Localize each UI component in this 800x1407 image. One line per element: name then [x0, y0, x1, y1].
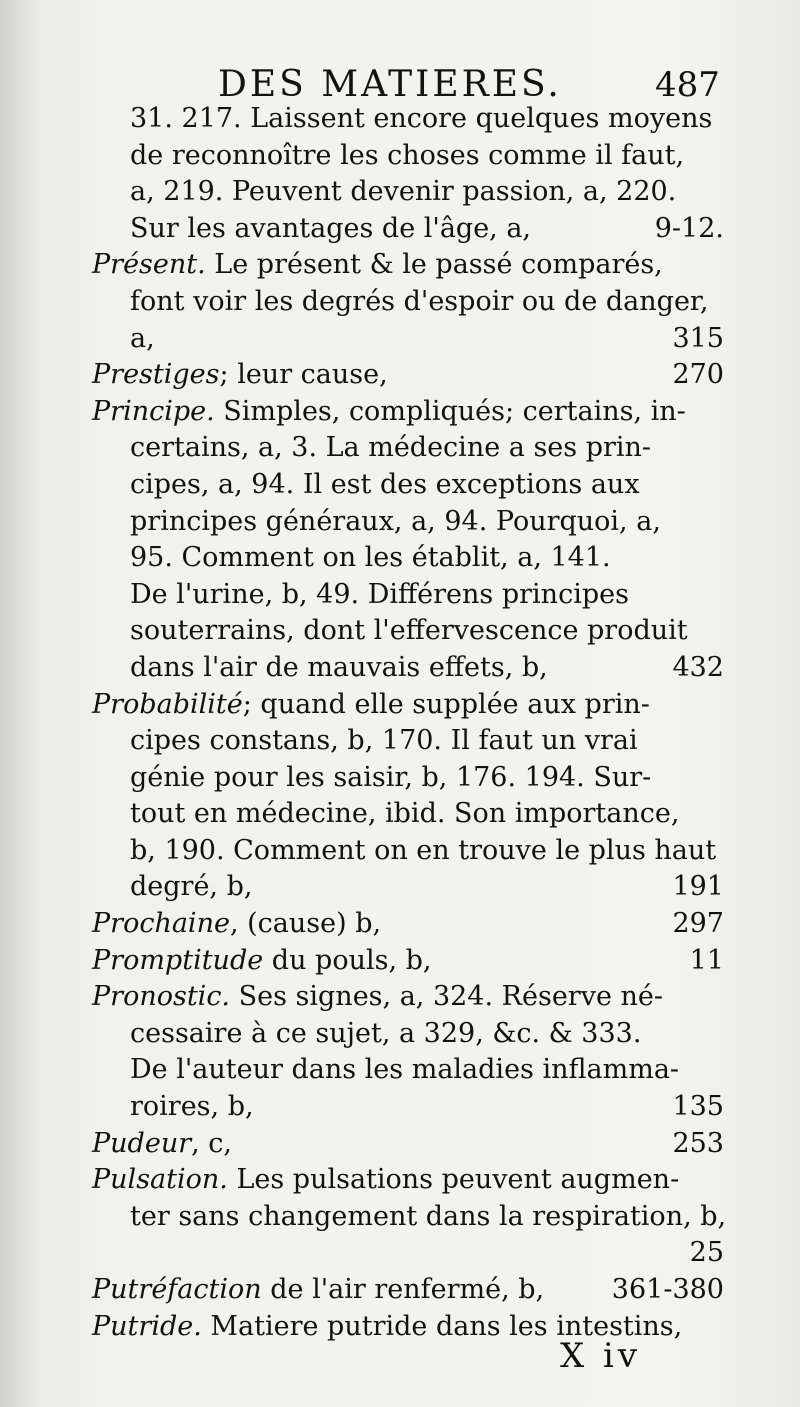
signature-mark: X iv [560, 1336, 642, 1376]
index-entry-text: degré, b, [130, 871, 253, 903]
index-entry-text: principes généraux, a, 94. Pourquoi, a, [130, 505, 661, 537]
index-entry-text: Sur les avantages de l'âge, a, [130, 212, 532, 244]
index-entry-text: b, 190. Comment on en trouve le plus haut [130, 834, 717, 866]
index-line [92, 1162, 724, 1199]
index-entry-text: a, 219. Peuvent devenir passion, a, 220. [130, 176, 677, 208]
index-entry-text: , c, [191, 1127, 232, 1159]
index-page-reference: 432 [672, 651, 724, 683]
index-line-text [92, 943, 432, 980]
index-line [92, 1052, 724, 1089]
index-line-text [130, 796, 679, 833]
index-line [92, 869, 724, 906]
index-line-text [92, 357, 388, 394]
index-entry-text: De l'urine, b, 49. Différens principes [130, 578, 629, 610]
index-line-text [130, 430, 651, 467]
index-line [92, 723, 724, 760]
index-line-text [130, 1199, 726, 1236]
index-line [92, 577, 724, 614]
index-line-text [130, 1052, 679, 1089]
index-headword: Promptitude [92, 944, 264, 976]
index-line-text [130, 504, 661, 541]
index-entry-text: du pouls, b, [263, 944, 432, 976]
index-line-text [130, 833, 716, 870]
index-line-text [130, 101, 712, 138]
index-entry-text: Le présent & le passé comparés, [205, 249, 663, 281]
running-title: DES MATIERES. [218, 64, 562, 105]
index-page-reference: 11 [689, 944, 724, 976]
index-line [92, 943, 724, 980]
index-entry-text: souterrains, dont l'effervescence produit [130, 615, 688, 647]
index-page-reference: 297 [672, 908, 724, 940]
index-line [92, 467, 724, 504]
index-line-text [92, 394, 686, 431]
index-line [92, 1016, 724, 1053]
index-line [92, 1235, 724, 1272]
index-page-reference: 191 [672, 871, 724, 903]
index-line-text [92, 906, 381, 943]
index-entry-text: certains, a, 3. La médecine a ses prin- [130, 432, 652, 464]
index-line-text [130, 540, 611, 577]
index-headword: Pronostic. [92, 981, 231, 1013]
index-headword: Putride. [92, 1310, 202, 1342]
index-entry-text: ; leur cause, [219, 359, 388, 391]
index-line-text [130, 467, 640, 504]
index-line-text [92, 247, 663, 284]
index-line [92, 357, 724, 394]
index-line-text [130, 577, 629, 614]
index-page-reference: 135 [672, 1091, 724, 1123]
index-page-reference: 270 [672, 359, 724, 391]
index-headword: Présent. [92, 249, 206, 281]
index-line [92, 504, 724, 541]
index-line [92, 1272, 724, 1309]
index-line [92, 1199, 727, 1236]
index-entry-text: cipes, a, 94. Il est des exceptions aux [130, 468, 640, 500]
index-line-text [92, 1162, 679, 1199]
index-entry-text: Matiere putride dans les intestins, [201, 1310, 683, 1342]
index-line [92, 540, 724, 577]
index-line-text [130, 1089, 254, 1126]
index-headword: Pudeur [92, 1127, 192, 1159]
index-line-text [130, 650, 548, 687]
index-entry-text: 31. 217. Laissent encore quelques moyens [130, 103, 713, 134]
index-entry-text: tout en médecine, ibid. Son importance, [130, 798, 680, 830]
index-entry-text: cessaire à ce sujet, a 329, &c. & 333. [130, 1017, 642, 1049]
index-entry-text: font voir les degrés d'espoir ou de danger, [130, 285, 709, 317]
index-page-reference: 253 [672, 1127, 724, 1159]
index-headword: Prochaine [92, 908, 230, 940]
index-line-text [130, 321, 155, 358]
index-entries [92, 101, 727, 1345]
index-line-text [130, 613, 688, 650]
index-entry-text: dans l'air de mauvais effets, b, [130, 651, 548, 683]
index-headword: Probabilité [92, 688, 243, 720]
index-line-text [130, 211, 531, 248]
index-line [92, 394, 724, 431]
index-line [92, 174, 724, 211]
index-entry-text: Ses signes, a, 324. Réserve né- [230, 981, 664, 1013]
index-line [92, 101, 724, 138]
index-line-text [92, 979, 663, 1016]
index-headword: Prestiges [92, 359, 220, 391]
index-line [92, 796, 724, 833]
index-line-text [130, 1016, 641, 1053]
index-line [92, 321, 724, 358]
index-line-text [92, 1272, 544, 1309]
index-line [92, 760, 724, 797]
index-entry-text: Simples, compliqués; certains, in- [214, 395, 686, 427]
index-line [92, 650, 724, 687]
index-line [92, 1126, 724, 1163]
index-line-text [130, 138, 684, 175]
index-headword: Putréfaction [92, 1274, 262, 1305]
index-line [92, 833, 724, 870]
index-line [92, 687, 724, 724]
index-line [92, 613, 724, 650]
index-line-text [130, 760, 651, 797]
index-line-text [92, 687, 650, 724]
index-page-reference: 25 [689, 1237, 724, 1269]
index-entry-text: a, [130, 322, 155, 354]
index-line-text [92, 1126, 232, 1163]
page-number: 487 [655, 65, 720, 105]
index-entry-text: génie pour les saisir, b, 176. 194. Sur- [130, 761, 652, 793]
index-entry-text: de reconnoître les choses comme il faut, [130, 139, 685, 171]
index-line-text [130, 284, 708, 321]
index-page-reference: 361-380 [611, 1274, 724, 1305]
index-line-text [130, 174, 676, 211]
index-entry-text: de l'air renfermé, b, [261, 1274, 545, 1305]
index-entry-text: 95. Comment on les établit, a, 141. [130, 542, 611, 574]
index-line-text [130, 723, 638, 760]
index-entry-text: ter sans changement dans la respiration, b, [130, 1200, 727, 1232]
index-line [92, 906, 724, 943]
index-line-text [130, 869, 252, 906]
index-entry-text: De l'auteur dans les maladies inflamma- [130, 1054, 680, 1086]
index-line [92, 979, 724, 1016]
index-line [92, 247, 724, 284]
index-page-reference: 315 [672, 322, 724, 354]
index-line [92, 430, 724, 467]
index-headword: Pulsation. [92, 1164, 228, 1196]
index-entry-text: Les pulsations peuvent augmen- [227, 1164, 680, 1196]
index-line [92, 284, 724, 321]
index-headword: Principe. [92, 395, 215, 427]
index-entry-text: , (cause) b, [229, 908, 382, 940]
index-entry-text: cipes constans, b, 170. Il faut un vrai [130, 725, 638, 757]
index-line [92, 211, 724, 248]
index-line [92, 1089, 724, 1126]
index-entry-text: roires, b, [130, 1091, 254, 1123]
index-entry-text: ; quand elle supplée aux prin- [242, 688, 650, 720]
index-page-reference: 9-12. [654, 212, 724, 244]
index-line [92, 138, 724, 175]
